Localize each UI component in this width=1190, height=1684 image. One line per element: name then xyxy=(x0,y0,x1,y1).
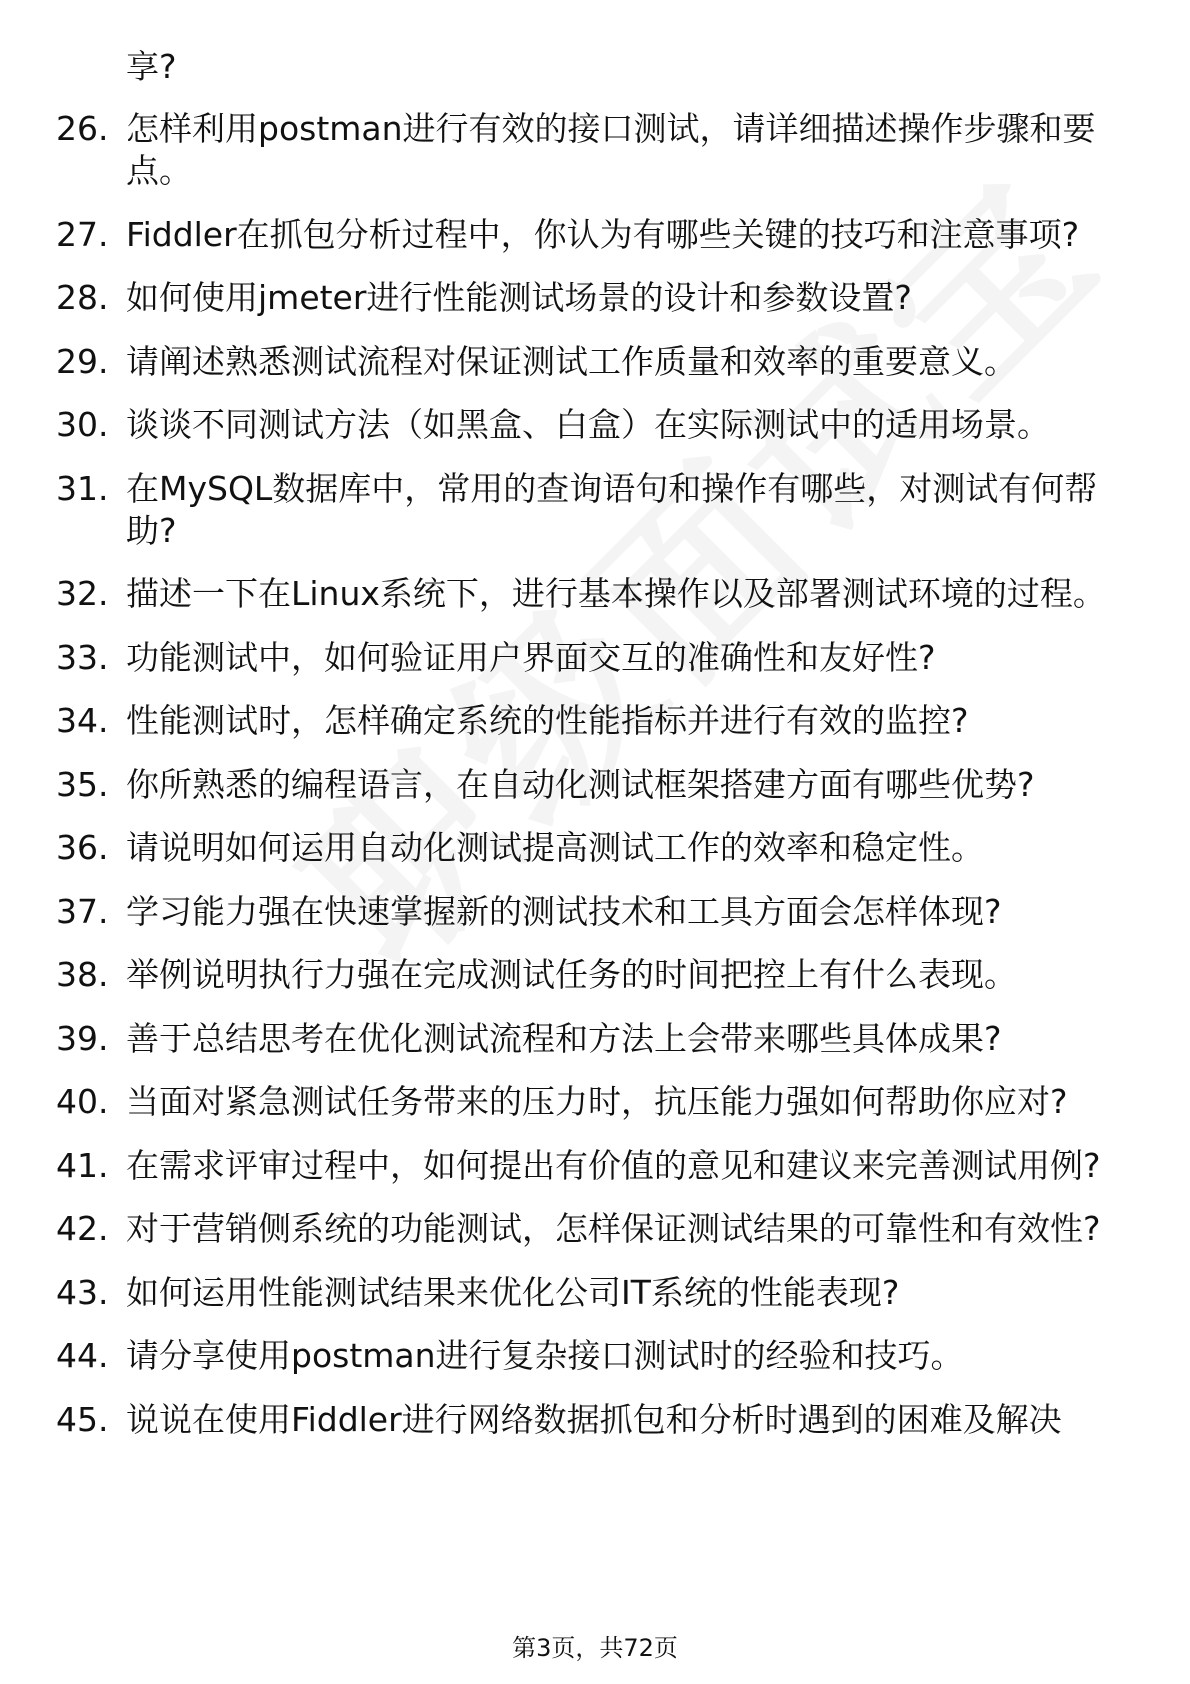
question-text: 请阐述熟悉测试流程对保证测试工作质量和效率的重要意义。 xyxy=(126,341,1017,381)
question-item xyxy=(0,1399,1190,1441)
question-number: 30. xyxy=(56,405,109,444)
question-text: 功能测试中，如何验证用户界面交互的准确性和友好性? xyxy=(126,637,936,677)
page-content xyxy=(0,46,1190,1462)
question-number: 34. xyxy=(56,701,109,740)
question-text: 如何使用jmeter进行性能测试场景的设计和参数设置? xyxy=(126,278,912,317)
question-text: 谈谈不同测试方法（如黑盒、白盒）在实际测试中的适用场景。 xyxy=(126,405,1050,444)
question-number: 39. xyxy=(56,1018,109,1058)
question-number: 33. xyxy=(56,637,109,677)
question-item xyxy=(0,700,1190,742)
question-number: 44. xyxy=(56,1336,109,1375)
question-item xyxy=(0,1272,1190,1314)
question-item xyxy=(0,1081,1190,1123)
question-item xyxy=(0,1208,1190,1250)
question-item xyxy=(0,573,1190,615)
question-number: 29. xyxy=(56,341,109,381)
question-number: 26. xyxy=(56,109,109,148)
question-text: 怎样利用postman进行有效的接口测试，请详细描述操作步骤和要点。 xyxy=(126,109,1096,190)
question-number: 40. xyxy=(56,1082,109,1121)
question-number: 28. xyxy=(56,278,109,317)
question-number: 37. xyxy=(56,891,109,931)
question-text: 描述一下在Linux系统下，进行基本操作以及部署测试环境的过程。 xyxy=(126,574,1106,613)
question-number: 36. xyxy=(56,828,109,867)
question-text: 举例说明执行力强在完成测试任务的时间把控上有什么表现。 xyxy=(126,955,1017,994)
question-item xyxy=(0,404,1190,446)
question-list xyxy=(0,108,1190,1441)
question-item xyxy=(0,637,1190,679)
question-number: 38. xyxy=(56,955,109,994)
question-number: 27. xyxy=(56,214,109,254)
question-number: 41. xyxy=(56,1145,109,1185)
question-text: 请分享使用postman进行复杂接口测试时的经验和技巧。 xyxy=(126,1336,964,1375)
question-text: 对于营销侧系统的功能测试，怎样保证测试结果的可靠性和有效性? xyxy=(126,1209,1101,1248)
question-number: 32. xyxy=(56,574,109,613)
question-text: 你所熟悉的编程语言，在自动化测试框架搭建方面有哪些优势? xyxy=(126,764,1035,804)
question-text: 在MySQL数据库中，常用的查询语句和操作有哪些，对测试有何帮助? xyxy=(126,468,1098,550)
question-number: 45. xyxy=(56,1399,109,1439)
question-item xyxy=(0,277,1190,319)
question-text: 如何运用性能测试结果来优化公司IT系统的性能表现? xyxy=(126,1272,900,1312)
question-item xyxy=(0,468,1190,552)
question-text: 说说在使用Fiddler进行网络数据抓包和分析时遇到的困难及解决 xyxy=(126,1399,1062,1439)
question-item xyxy=(0,954,1190,996)
question-item xyxy=(0,1145,1190,1187)
question-text: 当面对紧急测试任务带来的压力时，抗压能力强如何帮助你应对? xyxy=(126,1082,1068,1121)
question-text: 性能测试时，怎样确定系统的性能指标并进行有效的监控? xyxy=(126,701,969,740)
page-footer: 第3页，共72页 xyxy=(512,1634,678,1662)
question-text: 善于总结思考在优化测试流程和方法上会带来哪些具体成果? xyxy=(126,1018,1002,1058)
question-number: 42. xyxy=(56,1209,109,1248)
question-item xyxy=(0,341,1190,383)
question-item xyxy=(0,1018,1190,1060)
question-text: Fiddler在抓包分析过程中，你认为有哪些关键的技巧和注意事项? xyxy=(126,214,1080,254)
question-item xyxy=(0,108,1190,192)
question-number: 35. xyxy=(56,764,109,804)
question-item xyxy=(0,214,1190,256)
continuation-text: 享? xyxy=(126,47,177,86)
question-number: 43. xyxy=(56,1272,109,1312)
question-item xyxy=(0,1335,1190,1377)
question-item xyxy=(0,764,1190,806)
question-item xyxy=(0,891,1190,933)
question-text: 学习能力强在快速掌握新的测试技术和工具方面会怎样体现? xyxy=(126,891,1002,931)
question-item xyxy=(0,827,1190,869)
question-text: 在需求评审过程中，如何提出有价值的意见和建议来完善测试用例? xyxy=(126,1145,1101,1185)
question-text: 请说明如何运用自动化测试提高测试工作的效率和稳定性。 xyxy=(126,828,984,867)
question-number: 31. xyxy=(56,468,109,508)
